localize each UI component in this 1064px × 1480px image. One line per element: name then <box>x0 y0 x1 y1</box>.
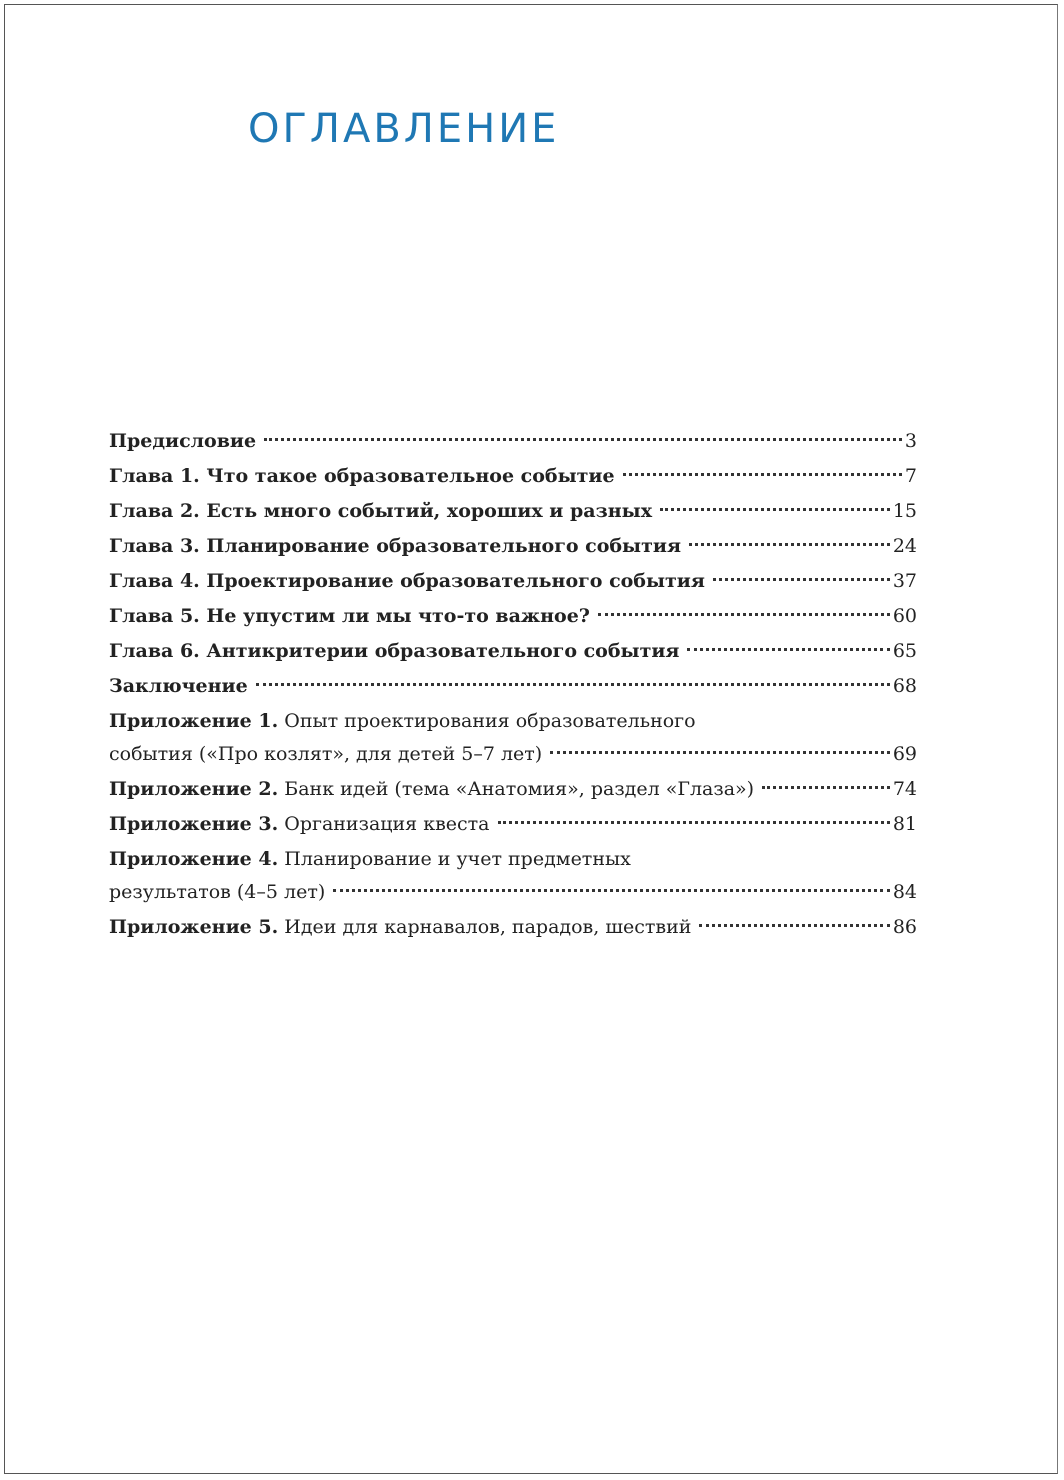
toc-page-number: 24 <box>892 535 917 557</box>
dot-leader <box>713 578 890 581</box>
toc-entry-title: Предисловие <box>109 430 257 452</box>
toc-entry-subtitle-cont: результатов (4–5 лет) <box>109 881 326 903</box>
toc-entry-title: Приложение 2. <box>109 778 279 800</box>
toc-entry-title: Приложение 1. <box>109 710 279 732</box>
toc-entry-preface[interactable] <box>109 425 917 460</box>
table-of-contents <box>109 425 917 946</box>
toc-page-number: 69 <box>892 743 917 765</box>
toc-entry-title: Заключение <box>109 675 248 697</box>
dot-leader <box>598 613 890 616</box>
toc-entry-title: Глава 4. Проектирование образовательного события <box>109 570 705 592</box>
toc-page-number: 3 <box>904 430 917 452</box>
toc-entry-title: Приложение 4. <box>109 848 279 870</box>
toc-entry-subtitle: Опыт проектирования образовательного <box>284 710 696 732</box>
toc-entry-appendix-1[interactable] <box>109 705 917 773</box>
toc-entry-title: Глава 3. Планирование образовательного события <box>109 535 682 557</box>
toc-entry-title: Глава 1. Что такое образовательное событие <box>109 465 615 487</box>
dot-leader <box>498 821 890 824</box>
dot-leader <box>256 683 890 686</box>
toc-page-number: 86 <box>892 916 917 938</box>
dot-leader <box>623 473 902 476</box>
toc-page-number: 74 <box>892 778 917 800</box>
dot-leader <box>689 543 890 546</box>
toc-entry-title: Приложение 3. <box>109 813 279 835</box>
dot-leader <box>660 508 890 511</box>
toc-entry-subtitle: Планирование и учет предметных <box>284 848 631 870</box>
dot-leader <box>333 889 890 892</box>
dot-leader <box>687 648 889 651</box>
toc-entry-subtitle: Организация квеста <box>284 813 490 835</box>
toc-entry-title: Глава 6. Антикритерии образовательного события <box>109 640 680 662</box>
toc-entry-subtitle-cont: события («Про козлят», для детей 5–7 лет) <box>109 743 543 765</box>
toc-entry-subtitle: Идеи для карнавалов, парадов, шествий <box>284 916 692 938</box>
toc-entry-title: Глава 2. Есть много событий, хороших и разных <box>109 500 653 522</box>
toc-entry-chapter-6[interactable] <box>109 635 917 670</box>
toc-page-number: 37 <box>892 570 917 592</box>
toc-entry-appendix-4[interactable] <box>109 843 917 911</box>
toc-entry-appendix-5[interactable] <box>109 911 917 946</box>
toc-page-number: 68 <box>892 675 917 697</box>
page-title: ОГЛАВЛЕНИЕ <box>248 106 560 152</box>
dot-leader <box>550 751 890 754</box>
toc-entry-appendix-3[interactable] <box>109 808 917 843</box>
dot-leader <box>762 786 890 789</box>
document-page <box>4 4 1058 1474</box>
toc-entry-conclusion[interactable] <box>109 670 917 705</box>
toc-entry-title: Глава 5. Не упустим ли мы что-то важное? <box>109 605 590 627</box>
dot-leader <box>264 438 902 441</box>
toc-page-number: 15 <box>892 500 917 522</box>
toc-entry-chapter-2[interactable] <box>109 495 917 530</box>
toc-page-number: 60 <box>892 605 917 627</box>
dot-leader <box>699 924 889 927</box>
toc-entry-chapter-5[interactable] <box>109 600 917 635</box>
toc-page-number: 81 <box>892 813 917 835</box>
toc-page-number: 84 <box>892 881 917 903</box>
toc-page-number: 65 <box>892 640 917 662</box>
toc-entry-subtitle: Банк идей (тема «Анатомия», раздел «Глаза») <box>284 778 755 800</box>
toc-entry-chapter-1[interactable] <box>109 460 917 495</box>
toc-entry-chapter-4[interactable] <box>109 565 917 600</box>
toc-entry-chapter-3[interactable] <box>109 530 917 565</box>
toc-page-number: 7 <box>904 465 917 487</box>
toc-entry-title: Приложение 5. <box>109 916 279 938</box>
toc-entry-appendix-2[interactable] <box>109 773 917 808</box>
